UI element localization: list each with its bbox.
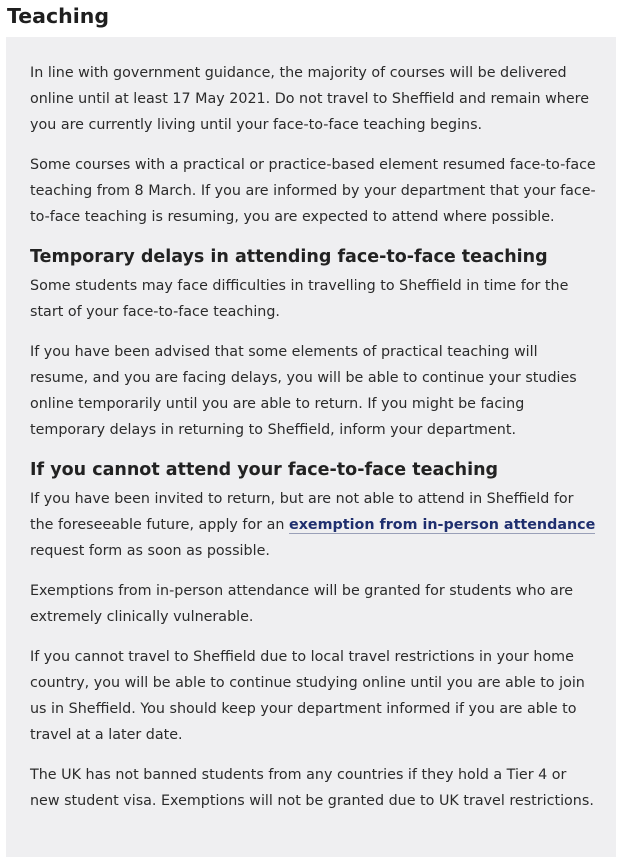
delays-heading: Temporary delays in attending face-to-face teaching bbox=[30, 247, 548, 267]
cannot-attend-heading: If you cannot attend your face-to-face teaching bbox=[30, 460, 499, 480]
delays-paragraph-2: If you have been advised that some elements of practical teaching will resume, and you are facing delays, you will be able to continue your studies online temporarily until you are able to return. If you might be facing temporary delays in returning to Sheffield, inform your department. bbox=[30, 344, 577, 438]
cannot-attend-paragraph-1 bbox=[30, 486, 596, 564]
page-title: Teaching bbox=[7, 4, 110, 28]
cannot-attend-text-after-link: request form as soon as possible. bbox=[30, 543, 270, 559]
cannot-attend-text-before-link: If you have been invited to return, but are not able to attend in Sheffield for the foreseeable future, apply for an bbox=[30, 491, 574, 533]
cannot-attend-paragraph-2: Exemptions from in-person attendance will be granted for students who are extremely clinically vulnerable. bbox=[30, 583, 574, 625]
cannot-attend-paragraph-3: If you cannot travel to Sheffield due to local travel restrictions in your home country, you will be able to continue studying online until you are able to join us in Sheffield. You should keep your department informed if you are able to travel at a later date. bbox=[30, 649, 585, 743]
cannot-attend-paragraph-4: The UK has not banned students from any countries if they hold a Tier 4 or new student visa. Exemptions will not be granted due to UK travel restrictions. bbox=[30, 767, 594, 809]
intro-paragraph-2: Some courses with a practical or practice-based element resumed face-to-face teaching from 8 March. If you are informed by your department that your face-to-face teaching is resuming, you are expected to attend where possible. bbox=[30, 157, 596, 225]
content-panel bbox=[6, 37, 616, 857]
intro-paragraph-1: In line with government guidance, the majority of courses will be delivered online until at least 17 May 2021. Do not travel to Sheffield and remain where you are currently living until your face-to-face teaching begins. bbox=[30, 65, 590, 133]
delays-paragraph-1: Some students may face difficulties in travelling to Sheffield in time for the start of your face-to-face teaching. bbox=[30, 278, 569, 320]
exemption-link[interactable]: exemption from in-person attendance bbox=[289, 517, 596, 533]
